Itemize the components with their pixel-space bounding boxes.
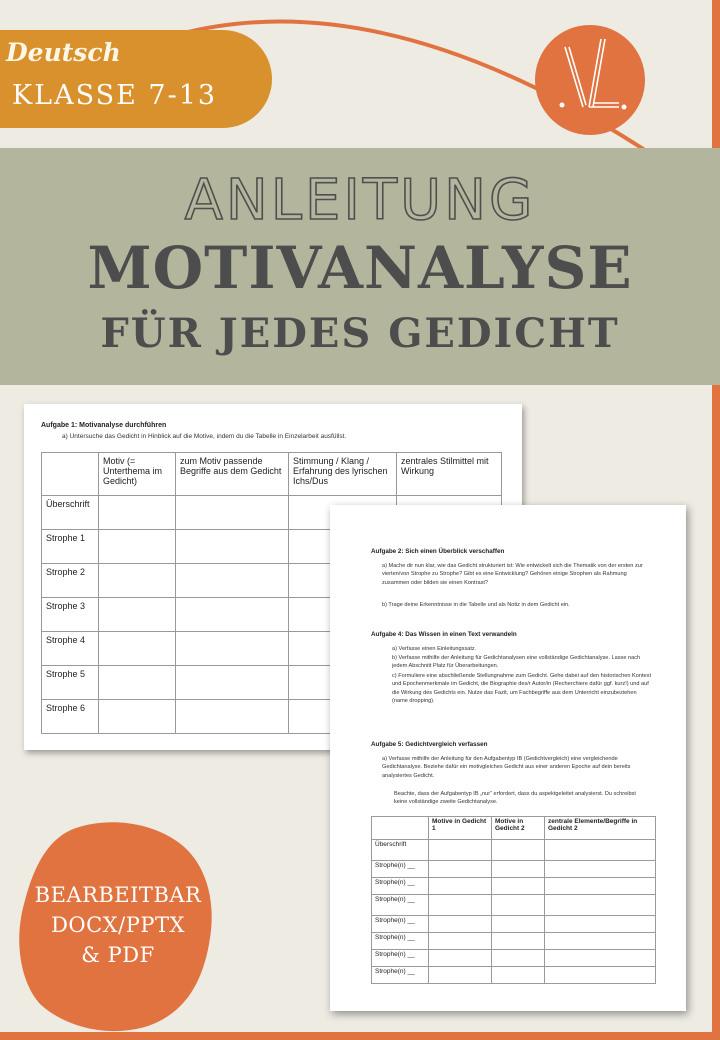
table-row [372,933,656,950]
row-label: Strophe(n) __ [372,878,429,895]
table-header-cell: zentrale Elemente/Begriffe in Gedicht 2 [545,817,656,840]
doc2-comparison-table [371,816,656,984]
row-label: Überschrift [42,496,99,530]
row-label: Überschrift [372,840,429,861]
doc2-task5-heading: Aufgabe 5: Gedichtvergleich verfassen [371,741,488,748]
title-line-1: ANLEITUNG [184,168,536,233]
doc2-task4-a: a) Verfasse einen Einleitungssatz. [392,646,477,652]
table-header-cell: zentrales Stilmittel mit Wirkung [397,453,502,496]
doc2-task5-note: Beachte, dass der Aufgabentyp IB „nur“ erfordert, dass du aspektgeleitet analysierst. Du schreibst keine vollständige zweite Gedichtanalyse. [394,791,636,806]
row-label: Strophe(n) __ [372,967,429,984]
row-label: Strophe(n) __ [372,950,429,967]
row-label: Strophe 4 [42,632,99,666]
table-header-cell [42,453,99,496]
table-row [372,895,656,916]
row-label: Strophe 3 [42,598,99,632]
row-label: Strophe 2 [42,564,99,598]
title-line-2: MOTIVANALYSE [87,234,633,302]
doc1-instruction: a) Untersuche das Gedicht in Hinblick auf die Motive, indem du die Tabelle in Einzelarbeit ausfüllst. [62,433,347,440]
row-label: Strophe(n) __ [372,933,429,950]
table-row [372,950,656,967]
table-row [372,916,656,933]
vl-logo-icon [535,25,645,135]
row-label: Strophe(n) __ [372,916,429,933]
row-label: Strophe(n) __ [372,861,429,878]
doc1-heading: Aufgabe 1: Motivanalyse durchführen [41,422,167,429]
table-header-cell: Motiv (= Unterthema im Gedicht) [99,453,176,496]
row-label: Strophe 1 [42,530,99,564]
table-row [372,878,656,895]
subject-label: Deutsch [6,38,121,67]
table-header-cell [372,817,429,840]
row-label: Strophe 6 [42,700,99,734]
title-line-3: FÜR JEDES GEDICHT [100,310,620,357]
table-header-cell: zum Motiv passende Begriffe aus dem Gedicht [176,453,289,496]
table-header-cell: Motive in Gedicht 2 [492,817,545,840]
table-header-cell: Stimmung / Klang / Erfahrung des lyrischen Ichs/Dus [289,453,397,496]
format-label [18,880,218,970]
table-row [372,967,656,984]
doc2-task4-b: b) Verfasse mithilfe der Anleitung für Gedichtanalysen eine vollständige Gedichtanalyse. Lasse nach jedem Abschnitt Platz für Überarbeitungen. [392,655,641,670]
worksheet-preview-2 [330,505,686,1011]
doc2-task2-heading: Aufgabe 2: Sich einen Überblick verschaffen [371,548,505,555]
format-line-3: & PDF [81,943,155,967]
grade-label: KLASSE 7-13 [12,80,218,111]
format-line-1: BEARBEITBAR [34,883,202,907]
format-line-2: DOCX/PPTX [51,913,185,937]
table-row [372,840,656,861]
doc2-task4-heading: Aufgabe 4: Das Wissen in einen Text verwandeln [371,631,517,638]
table-row [372,861,656,878]
table-header-cell: Motive in Gedicht 1 [429,817,492,840]
table-header-row [372,817,656,840]
table-header-row [42,453,502,496]
doc2-task2-b: b) Trage deine Erkenntnisse in die Tabelle und als Notiz in dem Gedicht ein. [382,602,570,608]
brand-logo [535,25,645,135]
doc2-task5-a: a) Verfasse mithilfe der Anleitung für den Aufgabentyp IB (Gedichtvergleich) eine vergleichende Gedichtanalyse. Beziehe dafür ein motivgleiches Gedicht aus einer anderen Epoche auf dein bereits analysiertes Gedicht. [382,756,631,779]
doc2-task2-a: a) Mache dir nun klar, wie das Gedicht strukturiert ist: Wie entwickelt sich die Thematik von der ersten zur vierten/von Strophe zu Strophe? Gibt es eine Entwicklung? Gehören einige Strophen als Rahmung zusammen oder bilden sie einen Kontrast? [382,563,643,586]
row-label: Strophe(n) __ [372,895,429,916]
row-label: Strophe 5 [42,666,99,700]
doc2-task4-c: c) Formuliere eine abschließende Stellungnahme zum Gedicht. Gehe dabei auf den historischen Kontext und Epochenmerkmale im Gedicht, die Biographie des/r Autor/in (Recherchiere dafür ggf. kurz!) und auf die Wirkung des Gedichts ein. Nutze das Fazit, um Fachbegriffe aus dem Unterricht einzubeziehen (name dropping). [392,673,652,704]
